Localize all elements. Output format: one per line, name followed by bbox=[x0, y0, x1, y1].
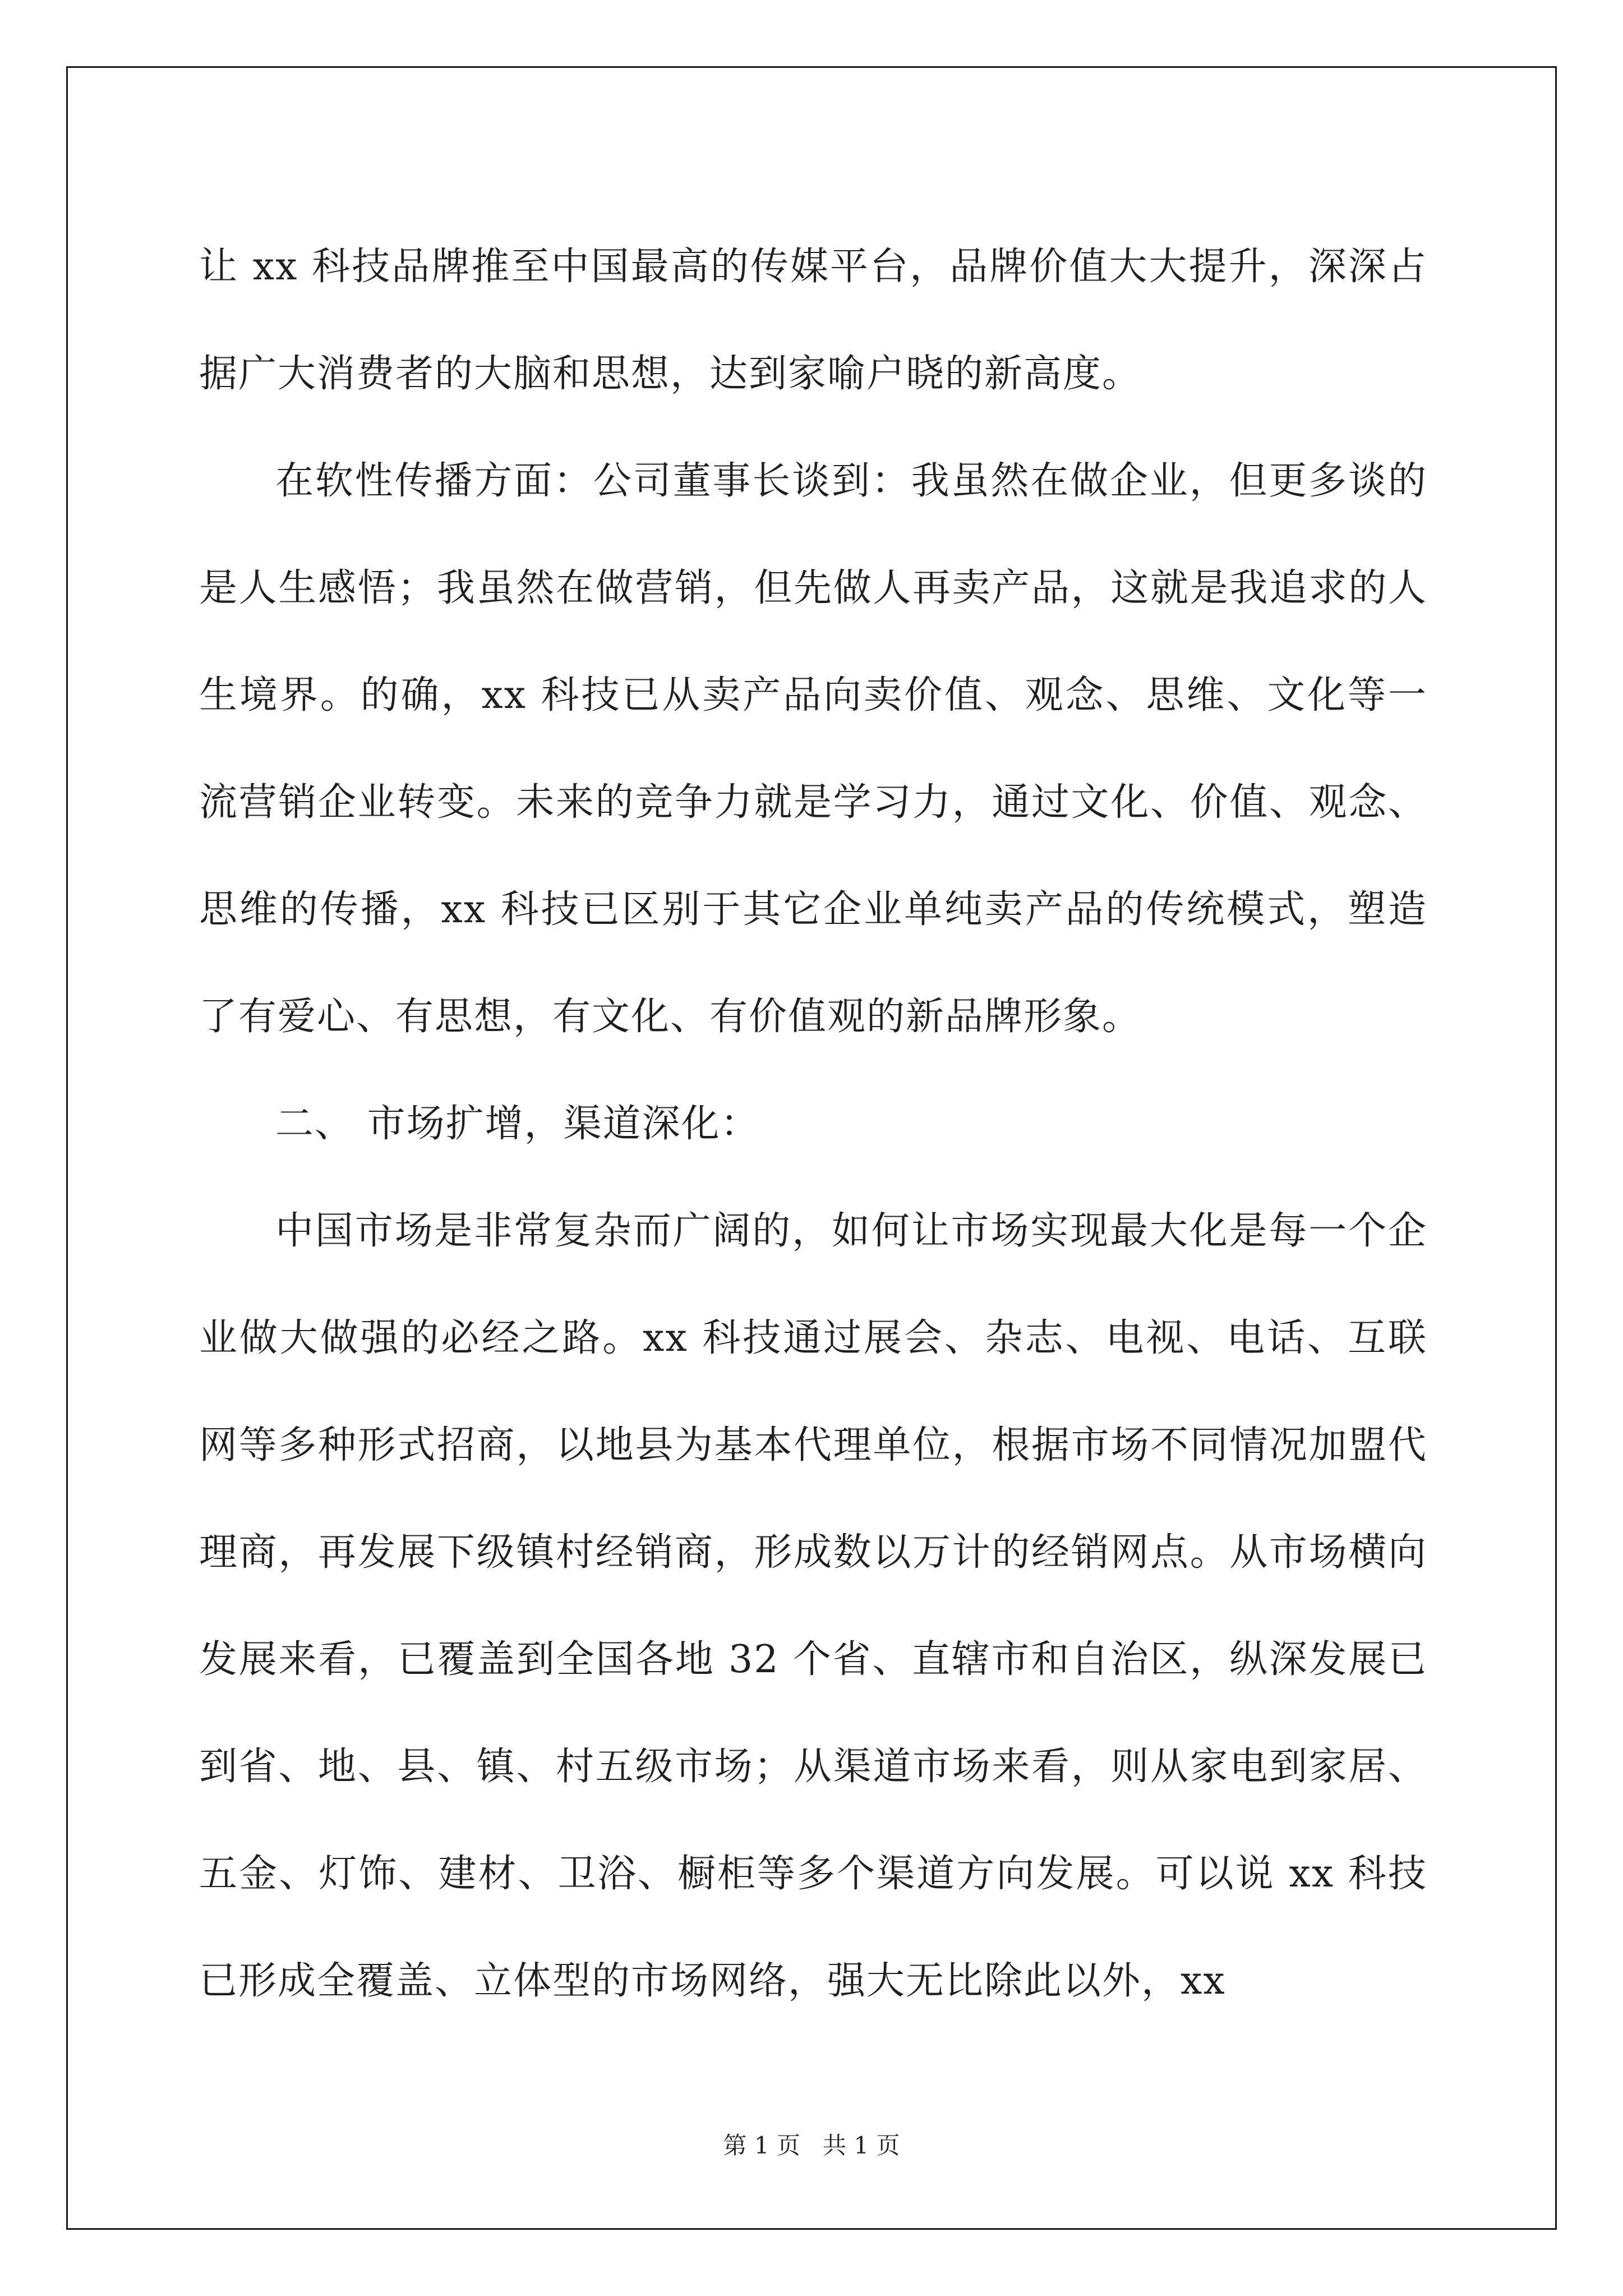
paragraph-2: 在软性传播方面：公司董事长谈到：我虽然在做企业，但更多谈的是人生感悟；我虽然在做营销，但先做人再卖产品，这就是我追求的人生境界。的确，xx 科技已从卖产品向卖价值、观念、思维、文化等一流营销企业转变。未来的竞争力就是学习力，通过文化、价值、观念、思维的传播，xx 科技已区别于其它企业单纯卖产品的传统模式，塑造了有爱心、有思想，有文化、有价值观的新品牌形象。 bbox=[199, 459, 1427, 1039]
paragraph-1: 让 xx 科技品牌推至中国最高的传媒平台，品牌价值大大提升，深深占据广大消费者的大脑和思想，达到家喻户晓的新高度。 bbox=[199, 245, 1427, 396]
document-body bbox=[199, 213, 1427, 2035]
page-footer: 第 1 页 共 1 页 bbox=[723, 2132, 900, 2159]
paragraph-3: 中国市场是非常复杂而广阔的，如何让市场实现最大化是每一个企业做大做强的必经之路。xx 科技通过展会、杂志、电视、电话、互联网等多种形式招商，以地县为基本代理单位，根据市场不同情况加盟代理商，再发展下级镇村经销商，形成数以万计的经销网点。从市场横向发展来看，已覆盖到全国各地 32 个省、直辖市和自治区，纵深发展已到省、地、县、镇、村五级市场；从渠道市场来看，则从家电到家居、五金、灯饰、建材、卫浴、橱柜等多个渠道方向发展。可以说 xx 科技已形成全覆盖、立体型的市场网络，强大无比除此以外，xx bbox=[199, 1209, 1427, 2003]
section-heading: 二、 市场扩增，渠道深化： bbox=[275, 1102, 760, 1146]
